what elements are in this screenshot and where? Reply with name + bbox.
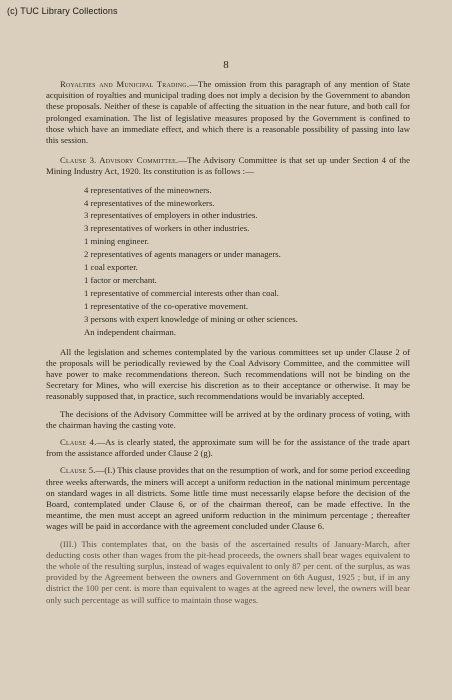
paragraph-clause-5 xyxy=(46,465,410,532)
page-number: 8 xyxy=(223,59,229,71)
list-item: 1 coal exporter. xyxy=(84,262,138,273)
paragraph-clause-3 xyxy=(46,155,410,177)
document-body xyxy=(46,79,410,612)
paragraph-royalties xyxy=(46,79,410,146)
list-item: 1 representative of the co-operative movement. xyxy=(84,300,249,311)
text-clause-3: —The Advisory Committee is that set up under Section 4 of the Mining Industry Act, 1920. Its constitution is as follows :— xyxy=(46,155,410,177)
text-clause-5: —(I.) This clause provides that on the resumption of work, and for some period exceeding three weeks afterwards, the miners will accept a uniform reduction in the national minimum percentage on standard wages in all districts. Some little time must necessarily elapse before the decision of the Board, contemplated under Clause 6, or of the chairman thereof, can be made effective. In the meantime, the men must accept an agreed uniform reduction in the minimum percentage ; thereafter wages will be paid in accordance with the agreement concluded under Clause 6. xyxy=(46,465,410,532)
paragraph-clause-5-iii: (III.) This contemplates that, on the basis of the ascertained results of January-March, after deducting costs other than wages from the pit-head proceeds, the owners shall bear wages equivalent to the whole of the resulting surplus, instead of wages equivalent to only 87 per cent. of the surplus, as was provided by the Agreement between the owners and Government on 6th August, 1925 ; but, if in any district the 100 per cent. is more than equivalent to wages at the agreed new level, the owners will bear only such percentage as will suffice to maintain those wages. xyxy=(46,538,410,605)
paragraph-committee-decisions: The decisions of the Advisory Committee will be arrived at by the ordinary process of voting, with the chairman having the casting vote. xyxy=(46,408,410,430)
list-item: 4 representatives of the mineworkers. xyxy=(84,197,215,208)
committee-constitution-list xyxy=(84,184,410,339)
list-item: An independent chairman. xyxy=(84,326,176,337)
heading-clause-4: Clause 4. xyxy=(60,436,97,447)
paragraph-clause-4 xyxy=(46,437,410,459)
list-item: 1 mining engineer. xyxy=(84,236,149,247)
heading-clause-3: Clause 3. Advisory Committee. xyxy=(60,155,179,166)
list-item: 3 representatives of workers in other industries. xyxy=(84,223,250,234)
list-item: 1 factor or merchant. xyxy=(84,274,157,285)
text-clause-4: —As is clearly stated, the approximate sum will be for the assistance of the trade apart from the assistance afforded under Clause 2 (g). xyxy=(46,436,410,459)
list-item: 3 representatives of employers in other industries. xyxy=(84,210,258,221)
paragraph-legislation-review: All the legislation and schemes contemplated by the various committees set up under Clause 2 of the proposals will be periodically reviewed by the Coal Advisory Committee, and the committee will have power to make recommendations thereon. Such recommendations will not be binding on the Secretary for Mines, who will exercise his discretion as to their acceptance or otherwise. It may be reasonably supposed that, in practice, such recommendations would be invariably accepted. xyxy=(46,346,410,402)
list-item: 3 persons with expert knowledge of mining or other sciences. xyxy=(84,313,298,324)
collection-watermark: (c) TUC Library Collections xyxy=(7,6,118,16)
list-item: 1 representative of commercial interests other than coal. xyxy=(84,287,279,298)
list-item: 2 representatives of agents managers or under managers. xyxy=(84,249,281,260)
list-item: 4 representatives of the mineowners. xyxy=(84,184,212,195)
text-royalties: —The omission from this paragraph of any mention of State acquisition of royalties and municipal trading does not imply a decision by the Government to abandon these proposals. Neither of these is capable of affecting the situation in the near future, and both call for prolonged examination. The list of legislative measures proposed by the Government is confined to those which have an immediate effect, and which there is a reasonable possibility of passing into law this session. xyxy=(46,79,410,146)
heading-royalties: Royalties and Municipal Trading. xyxy=(60,79,190,89)
heading-clause-5: Clause 5. xyxy=(60,465,96,476)
